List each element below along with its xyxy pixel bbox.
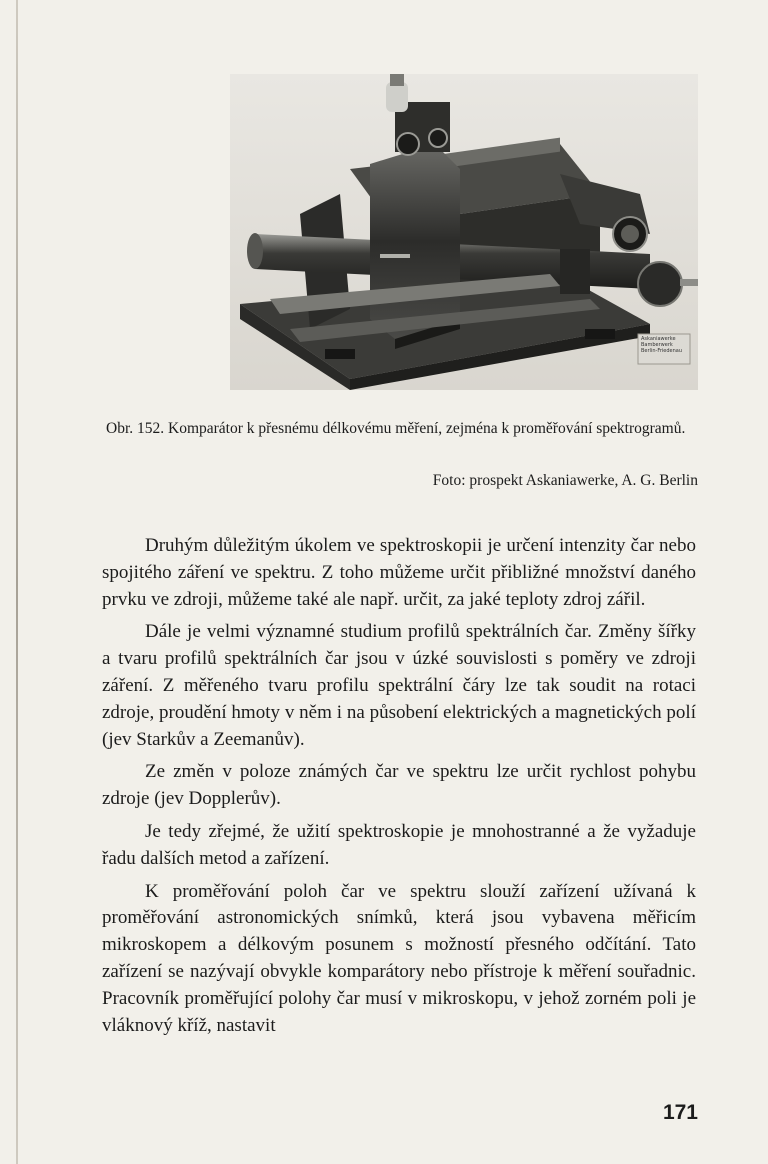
paragraph: Druhým důležitým úkolem ve spektroskopii je určení intenzity čar nebo spojitého záření ve spektru. Z toho můžeme určit přibližné množství daného prvku ve zdroji, můžeme také ale např. určit, za jaké teploty zdroj zářil. [102,535,696,610]
page-number: 171 [662,1101,698,1124]
paragraph: K proměřování poloh čar ve spektru slouží zařízení užívaná k proměřování astronomických snímků, která jsou vybavena měřicím mikroskopem a délkovým posunem s možností přesného odčítání. Tato zařízení se nazývají obvykle komparátory nebo přístroje k měření souřadnic. Pracovník proměřující polohy čar musí v mikroskopu, v jehož zorném poli je vláknový kříž, nastavit [102,880,696,1036]
figure-caption: Obr. 152. Komparátor k přesnému délkovému měření, zejména k proměřování spektrogramů. [106,420,686,437]
comparator-photo [230,74,698,390]
paragraph: Dále je velmi významné studium profilů spektrálních čar. Změny šířky a tvaru profilů spektrálních čar jsou v úzké souvislosti s poměry ve zdroji záření. Z měřeného tvaru profilu spektrální čáry lze tak soudit na rotaci zdroje, proudění hmoty v něm i na působení elektrických a magnetických polí (jev Starkův a Zeemanův). [102,621,696,750]
figure-credit: Foto: prospekt Askaniawerke, A. G. Berlin [432,472,698,489]
body-text [102,533,696,1045]
paragraph: Je tedy zřejmé, že užití spektroskopie je mnohostranné a že vyžaduje řadu dalších metod a zařízení. [102,820,696,869]
page-binding-edge [16,0,18,1164]
paragraph: Ze změn v poloze známých čar ve spektru lze určit rychlost pohybu zdroje (jev Dopplerův). [102,761,696,810]
photo-maker-label: Askaniawerke Bamberwerk Berlin-Friedenau [641,336,682,354]
